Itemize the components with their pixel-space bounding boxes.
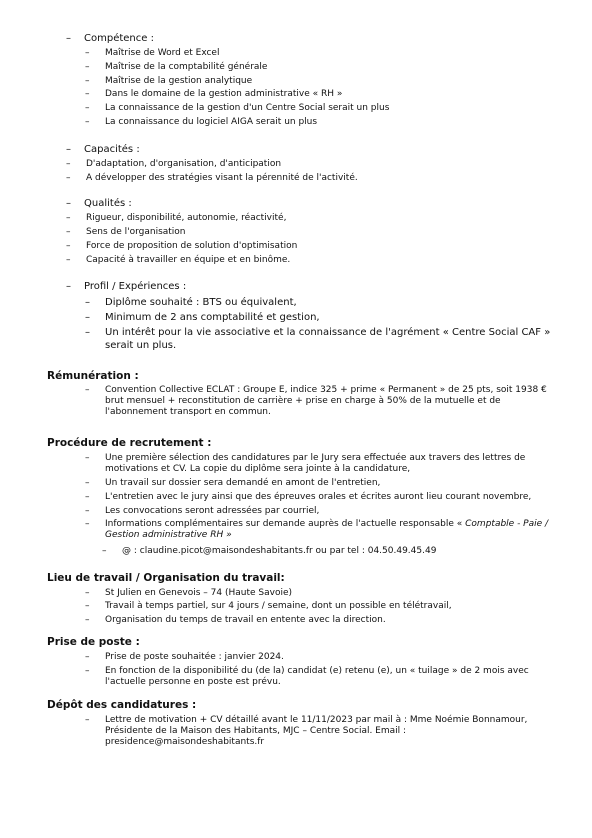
procedure-heading: Procédure de recrutement : — [47, 437, 212, 449]
remuneration-heading: Rémunération : — [47, 370, 139, 382]
depot-heading: Dépôt des candidatures : — [47, 699, 197, 711]
document-page: – Compétence : – Maîtrise de Word et Excel – Maîtrise de la comptabilité générale – Maîtrise de la gestion analytique – Dans le domaine de la gestion administrative « RH » – La connaissance de la gestion d'un Centre Social serait un plus – La connaissance du logiciel AIGA serait un plus – Capacités : – D'adaptation, d'organisation, d'anticipation – A développer des stratégies visant la pérennité de l'activité. – Qualités : – Rigueur, disponibilité, autonomie, réactivité, – Sens de l'organisation – Force de proposition de solution d'optimisation – Capacité à travailler en équipe et en binôme. – Profil / Expériences : – Diplôme souhaité : BTS ou équivalent, – Minimum de 2 ans comptabilité et gestion, – Un intérêt pour la vie associative et la connaissance de l'agrément « Centre Social CAF » serait un plus. Rémunération : – Convention Collective ECLAT : Groupe E, indice 325 + prime « Permanent » de 25 pts, soit 1938 € brut mensuel + reconstitution de carrière + prise en charge à 50% de la mutuelle et de l'abonnement transport en commun. Procédure de recrutement : – Une première sélection des candidatures par le Jury sera effectuée aux travers des lettres de motivations et CV. La copie du diplôme sera jointe à la candidature, – Un travail sur dossier sera demandé en amont de l'entretien, – L'entretien avec le jury ainsi que des épreuves orales et écrites auront lieu courant novembre, – Les convocations seront adressées par courriel, – Informations complémentaires sur demande auprès de l'actuelle responsable « Comptable - Paie / Gestion administrative RH » – @ : claudine.picot@maisondeshabitants.fr ou par tel : 04.50.49.45.49 Lieu de travail / Organisation du travail: – St Julien en Genevois – 74 (Haute Savoie) – Travail à temps partiel, sur 4 jours / semaine, dont un possible en télétravail, – Organisation du temps de travail en entente avec la direction. Prise de poste : – Prise de poste souhaitée : janvier 2024. – En fonction de la disponibilité du (de la) candidat (e) retenu (e), un « tuilage » de 2 mois avec l'actuelle personne en poste est prévu. Dépôt des candidatures : – Lettre de motivation + CV détaillé avant le 11/11/2023 par mail à : Mme Noémie Bonnamour, Présidente de la Maison des Habitants, MJC – Centre Social. Email : presidence@maisondeshabitants.fr — [47, 33, 551, 747]
prise-heading: Prise de poste : — [47, 636, 140, 648]
lieu-heading: Lieu de travail / Organisation du travail: — [47, 572, 285, 584]
